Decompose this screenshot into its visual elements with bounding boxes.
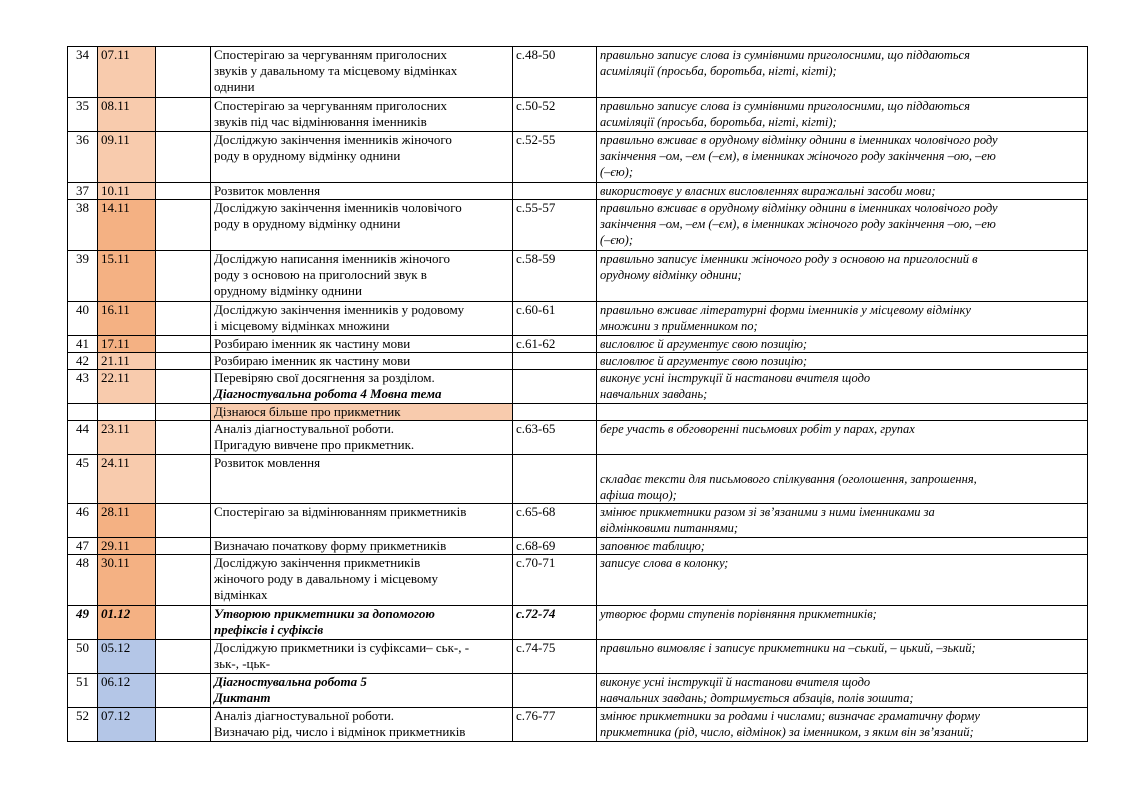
lesson-topic [211, 200, 513, 251]
table-row [68, 132, 1088, 183]
lesson-topic [211, 674, 513, 708]
empty-cell [156, 455, 211, 504]
lesson-date: 14.11 [98, 200, 156, 251]
lesson-topic [211, 302, 513, 336]
lesson-date: 16.11 [98, 302, 156, 336]
textbook-pages [513, 455, 597, 504]
lesson-topic [211, 353, 513, 370]
textbook-pages: с.60-61 [513, 302, 597, 336]
lesson-number: 40 [68, 302, 98, 336]
expected-result: змінює прикметники разом зі зв’язаними з ними іменниками за відмінковими питаннями; [597, 504, 1088, 538]
lesson-date: 24.11 [98, 455, 156, 504]
topic-text: Аналіз діагностувальної роботи. Визначаю рід, число і відмінок прикметників [214, 708, 466, 739]
expected-result: правильно записує слова із сумнівними приголосними, що піддаються асиміляції (просьба, боротьба, нігті, кігті); [597, 98, 1088, 132]
textbook-pages: с.74-75 [513, 640, 597, 674]
table-row [68, 555, 1088, 606]
lesson-topic [211, 555, 513, 606]
topic-text: Досліджую прикметники із суфіксами– ськ-, - зьк-, -цьк- [214, 640, 470, 671]
lesson-number: 43 [68, 370, 98, 404]
expected-result: виконує усні інструкції й настанови вчителя щодо навчальних завдань; [597, 370, 1088, 404]
table-row [68, 538, 1088, 555]
empty-cell [156, 421, 211, 455]
table-row [68, 183, 1088, 200]
table-row [68, 606, 1088, 640]
lesson-topic [211, 708, 513, 742]
lesson-date: 23.11 [98, 421, 156, 455]
topic-text: Розбираю іменник як частину мови [214, 336, 411, 351]
table-row [68, 421, 1088, 455]
table-row [68, 98, 1088, 132]
lesson-number: 35 [68, 98, 98, 132]
empty-cell [156, 606, 211, 640]
lesson-topic [211, 336, 513, 353]
expected-result: правильно вживає в орудному відмінку однини в іменниках чоловічого роду закінчення –ом, –ем (–єм), в іменниках жіночого роду закінчення –ою, –ею (–єю); [597, 132, 1088, 183]
lesson-date: 22.11 [98, 370, 156, 404]
table-row [68, 251, 1088, 302]
topic-text: Досліджую написання іменників жіночого роду з основою на приголосний звук в орудному відмінку однини [214, 251, 450, 298]
lesson-topic [211, 47, 513, 98]
textbook-pages: с.68-69 [513, 538, 597, 555]
lesson-number: 44 [68, 421, 98, 455]
lesson-topic [211, 504, 513, 538]
lesson-date: 05.12 [98, 640, 156, 674]
lesson-topic [211, 132, 513, 183]
table-row [68, 404, 1088, 421]
lesson-number: 47 [68, 538, 98, 555]
expected-result: правильно вживає в орудному відмінку однини в іменниках чоловічого роду закінчення –ом, –ем (–єм), в іменниках жіночого роду закінчення –ою, –ею (–єю); [597, 200, 1088, 251]
expected-result [597, 404, 1088, 421]
textbook-pages [513, 370, 597, 404]
expected-result: правильно вживає літературні форми іменників у місцевому відмінку множини з прийменником по; [597, 302, 1088, 336]
table-row [68, 640, 1088, 674]
lesson-date: 21.11 [98, 353, 156, 370]
table-body [68, 47, 1088, 742]
empty-cell [156, 538, 211, 555]
topic-text: Спостерігаю за відмінюванням прикметників [214, 504, 467, 519]
expected-result: записує слова в колонку; [597, 555, 1088, 606]
lesson-topic [211, 370, 513, 404]
table-row [68, 674, 1088, 708]
lesson-number: 50 [68, 640, 98, 674]
textbook-pages: с.61-62 [513, 336, 597, 353]
lesson-date: 10.11 [98, 183, 156, 200]
lesson-number: 41 [68, 336, 98, 353]
topic-text: Перевіряю свої досягнення за розділом. [214, 370, 435, 385]
lesson-date: 28.11 [98, 504, 156, 538]
topic-text: Розвиток мовлення [214, 455, 321, 470]
lesson-topic [211, 404, 513, 421]
table-row [68, 353, 1088, 370]
textbook-pages: с.58-59 [513, 251, 597, 302]
textbook-pages: с.72-74 [513, 606, 597, 640]
topic-text: Утворюю прикметники за допомогою префіксів і суфіксів [214, 606, 435, 637]
empty-cell [156, 640, 211, 674]
lesson-topic [211, 640, 513, 674]
expected-result: правильно вимовляє і записує прикметники на –ський, – цький, –зький; [597, 640, 1088, 674]
lesson-number: 36 [68, 132, 98, 183]
textbook-pages [513, 404, 597, 421]
expected-result: змінює прикметники за родами і числами; визначає граматичну форму прикметника (рід, число, відмінок) за іменником, з яким він зв’язаний; [597, 708, 1088, 742]
topic-text: Аналіз діагностувальної роботи. Пригадую вивчене про прикметник. [214, 421, 415, 452]
topic-text: Спостерігаю за чергуванням приголосних звуків під час відмінювання іменників [214, 98, 447, 129]
topic-text: Досліджую закінчення іменників у родовому і місцевому відмінках множини [214, 302, 465, 333]
lesson-date: 29.11 [98, 538, 156, 555]
lesson-number: 38 [68, 200, 98, 251]
lesson-date: 07.12 [98, 708, 156, 742]
lesson-date: 07.11 [98, 47, 156, 98]
expected-result: заповнює таблицю; [597, 538, 1088, 555]
expected-result: утворює форми ступенів порівняння прикметників; [597, 606, 1088, 640]
lesson-date: 09.11 [98, 132, 156, 183]
table-row [68, 708, 1088, 742]
textbook-pages: с.55-57 [513, 200, 597, 251]
table-row [68, 455, 1088, 504]
lesson-number: 49 [68, 606, 98, 640]
lesson-plan-table [67, 46, 1088, 742]
textbook-pages: с.52-55 [513, 132, 597, 183]
lesson-date: 15.11 [98, 251, 156, 302]
lesson-number: 39 [68, 251, 98, 302]
empty-cell [156, 555, 211, 606]
table-row [68, 47, 1088, 98]
topic-text: Розвиток мовлення [214, 183, 321, 198]
lesson-number [68, 404, 98, 421]
empty-cell [156, 370, 211, 404]
lesson-number: 34 [68, 47, 98, 98]
lesson-topic [211, 251, 513, 302]
empty-cell [156, 47, 211, 98]
topic-text: Визначаю початкову форму прикметників [214, 538, 447, 553]
empty-cell [156, 302, 211, 336]
topic-bold-text: Діагностувальна робота 5 Диктант [214, 674, 367, 705]
table-row [68, 302, 1088, 336]
lesson-topic [211, 538, 513, 555]
lesson-date: 01.12 [98, 606, 156, 640]
lesson-date [98, 404, 156, 421]
table-row [68, 504, 1088, 538]
expected-result: правильно записує слова із сумнівними приголосними, що піддаються асиміляції (просьба, боротьба, нігті, кігті); [597, 47, 1088, 98]
topic-text: Досліджую закінчення прикметників жіночого роду в давальному і місцевому відмінках [214, 555, 438, 602]
lesson-number: 46 [68, 504, 98, 538]
empty-cell [156, 98, 211, 132]
expected-result: висловлює й аргументує свою позицію; [597, 353, 1088, 370]
lesson-number: 37 [68, 183, 98, 200]
empty-cell [156, 504, 211, 538]
table-row [68, 370, 1088, 404]
textbook-pages [513, 353, 597, 370]
empty-cell [156, 132, 211, 183]
textbook-pages: с.76-77 [513, 708, 597, 742]
empty-cell [156, 251, 211, 302]
empty-cell [156, 353, 211, 370]
lesson-topic [211, 606, 513, 640]
topic-text: Розбираю іменник як частину мови [214, 353, 411, 368]
textbook-pages: с.63-65 [513, 421, 597, 455]
lesson-topic [211, 183, 513, 200]
empty-cell [156, 404, 211, 421]
lesson-topic [211, 455, 513, 504]
lesson-date: 08.11 [98, 98, 156, 132]
topic-text: Дізнаюся більше про прикметник [214, 404, 401, 419]
topic-text: Досліджую закінчення іменників чоловічого роду в орудному відмінку однини [214, 200, 462, 231]
textbook-pages: с.70-71 [513, 555, 597, 606]
textbook-pages: с.50-52 [513, 98, 597, 132]
table-row [68, 336, 1088, 353]
expected-result: складає тексти для письмового спілкування (оголошення, запрошення, афіша тощо); [597, 455, 1088, 504]
textbook-pages [513, 183, 597, 200]
lesson-topic [211, 421, 513, 455]
lesson-number: 42 [68, 353, 98, 370]
textbook-pages: с.65-68 [513, 504, 597, 538]
empty-cell [156, 183, 211, 200]
lesson-number: 52 [68, 708, 98, 742]
expected-result: правильно записує іменники жіночого роду з основою на приголосний в орудному відмінку однини; [597, 251, 1088, 302]
lesson-topic [211, 98, 513, 132]
table-row [68, 200, 1088, 251]
topic-bold-text: Діагностувальна робота 4 Мовна тема [214, 386, 442, 401]
empty-cell [156, 200, 211, 251]
textbook-pages: с.48-50 [513, 47, 597, 98]
lesson-date: 30.11 [98, 555, 156, 606]
expected-result: бере участь в обговоренні письмових робіт у парах, групах [597, 421, 1088, 455]
lesson-number: 48 [68, 555, 98, 606]
lesson-number: 45 [68, 455, 98, 504]
empty-cell [156, 674, 211, 708]
empty-cell [156, 708, 211, 742]
topic-text: Досліджую закінчення іменників жіночого роду в орудному відмінку однини [214, 132, 452, 163]
expected-result: висловлює й аргументує свою позицію; [597, 336, 1088, 353]
lesson-number: 51 [68, 674, 98, 708]
expected-result: виконує усні інструкції й настанови вчителя щодо навчальних завдань; дотримується абзаців, полів зошита; [597, 674, 1088, 708]
expected-result: використовує у власних висловленнях виражальні засоби мови; [597, 183, 1088, 200]
textbook-pages [513, 674, 597, 708]
empty-cell [156, 336, 211, 353]
lesson-date: 06.12 [98, 674, 156, 708]
topic-text: Спостерігаю за чергуванням приголосних звуків у давальному та місцевому відмінках однини [214, 47, 458, 94]
lesson-date: 17.11 [98, 336, 156, 353]
